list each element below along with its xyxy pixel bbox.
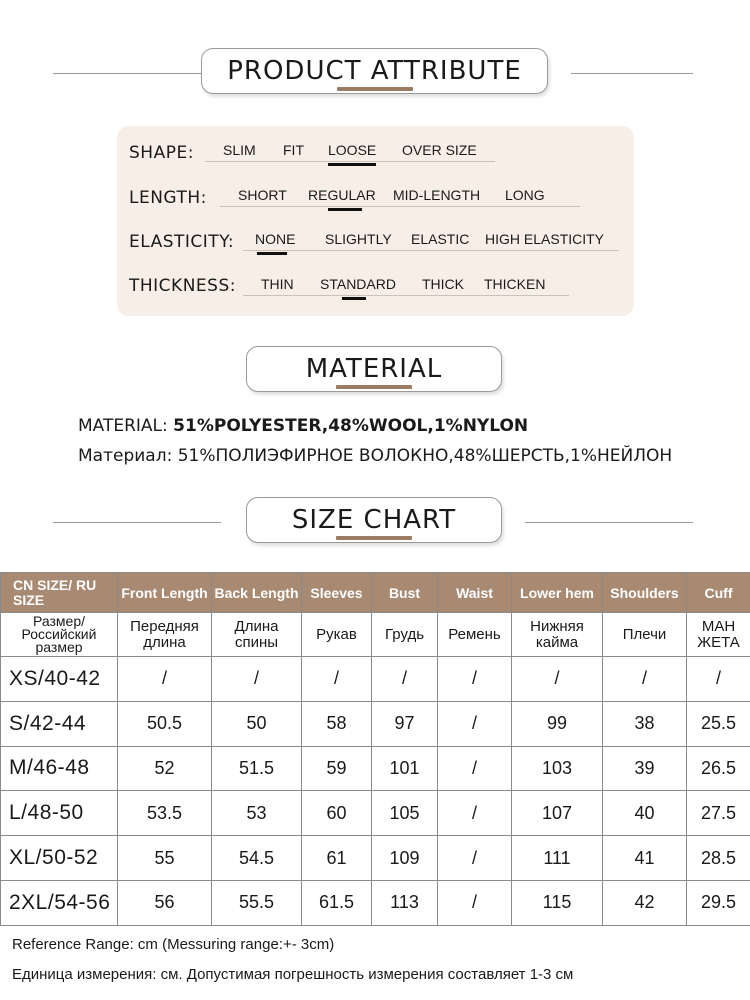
table-header-row-en bbox=[1, 573, 750, 613]
measurement-cell: / bbox=[118, 657, 212, 702]
measurement-cell: 103 bbox=[512, 746, 603, 791]
size-label-cell: XS/40-42 bbox=[1, 657, 118, 702]
measurement-cell: / bbox=[302, 657, 372, 702]
size-label-cell: 2XL/54-56 bbox=[1, 880, 118, 925]
attribute-row-thickness bbox=[129, 271, 236, 301]
attribute-option: THICK bbox=[422, 276, 464, 292]
measurement-cell: 59 bbox=[302, 746, 372, 791]
divider-left bbox=[53, 73, 205, 74]
section-title: PRODUCT ATTRIBUTE bbox=[227, 56, 522, 86]
measurement-cell: 52 bbox=[118, 746, 212, 791]
size-label-cell: L/48-50 bbox=[1, 791, 118, 836]
measurement-cell: / bbox=[438, 880, 512, 925]
size-label-cell: S/42-44 bbox=[1, 701, 118, 746]
table-header-cell: Передняя длина bbox=[118, 613, 212, 657]
divider-right bbox=[525, 522, 693, 523]
title-accent-bar bbox=[337, 87, 413, 91]
measurement-cell: 39 bbox=[603, 746, 687, 791]
divider-right bbox=[571, 73, 693, 74]
table-header-cell: Back Length bbox=[212, 573, 302, 613]
divider-left bbox=[53, 522, 221, 523]
measurement-cell: 42 bbox=[603, 880, 687, 925]
attribute-label: LENGTH: bbox=[129, 188, 207, 208]
measurement-cell: / bbox=[687, 657, 750, 702]
measurement-cell: 50.5 bbox=[118, 701, 212, 746]
product-attribute-panel bbox=[117, 126, 634, 316]
table-header-cell: Размер/ Российский размер bbox=[1, 613, 118, 657]
measurement-cell: / bbox=[438, 746, 512, 791]
measurement-cell: 101 bbox=[372, 746, 438, 791]
measurement-cell: 53.5 bbox=[118, 791, 212, 836]
attribute-option-selected: LOOSE bbox=[328, 142, 376, 158]
size-label-cell: M/46-48 bbox=[1, 746, 118, 791]
table-header-cell: Нижняя кайма bbox=[512, 613, 603, 657]
table-header-cell: Front Length bbox=[118, 573, 212, 613]
table-header-cell: Ремень bbox=[438, 613, 512, 657]
measurement-cell: 53 bbox=[212, 791, 302, 836]
attribute-option: OVER SIZE bbox=[402, 142, 477, 158]
material-line-ru bbox=[78, 446, 672, 466]
attribute-option: SHORT bbox=[238, 187, 287, 203]
size-label-cell: XL/50-52 bbox=[1, 836, 118, 881]
section-title: MATERIAL bbox=[305, 354, 443, 384]
material-label-en: MATERIAL: bbox=[78, 416, 168, 436]
selected-underline bbox=[257, 252, 287, 255]
table-header-cell: Lower hem bbox=[512, 573, 603, 613]
table-header-cell: Sleeves bbox=[302, 573, 372, 613]
reference-note-en: Reference Range: cm (Messuring range:+- 3cm) bbox=[12, 936, 335, 953]
attribute-option: MID-LENGTH bbox=[393, 187, 481, 203]
attribute-option: THIN bbox=[261, 276, 294, 292]
attribute-option: SLIGHTLY bbox=[325, 231, 392, 247]
measurement-cell: 56 bbox=[118, 880, 212, 925]
attribute-option: FIT bbox=[283, 142, 304, 158]
measurement-cell: 61.5 bbox=[302, 880, 372, 925]
measurement-cell: 113 bbox=[372, 880, 438, 925]
measurement-cell: 51.5 bbox=[212, 746, 302, 791]
table-header-cell: Waist bbox=[438, 573, 512, 613]
measurement-cell: / bbox=[372, 657, 438, 702]
attribute-option: HIGH ELASTICITY bbox=[485, 231, 605, 247]
measurement-cell: 28.5 bbox=[687, 836, 750, 881]
table-header-cell: Рукав bbox=[302, 613, 372, 657]
measurement-cell: 38 bbox=[603, 701, 687, 746]
size-chart-table bbox=[0, 572, 750, 926]
measurement-cell: 107 bbox=[512, 791, 603, 836]
measurement-cell: 97 bbox=[372, 701, 438, 746]
measurement-cell: 41 bbox=[603, 836, 687, 881]
selected-underline bbox=[328, 163, 376, 166]
size-chart-header bbox=[0, 497, 750, 547]
attribute-option: LONG bbox=[505, 187, 545, 203]
table-header-cell: CN SIZE/ RU SIZE bbox=[1, 573, 118, 613]
measurement-cell: 105 bbox=[372, 791, 438, 836]
table-header-cell: Bust bbox=[372, 573, 438, 613]
measurement-cell: 55.5 bbox=[212, 880, 302, 925]
measurement-cell: 60 bbox=[302, 791, 372, 836]
selected-underline bbox=[342, 297, 366, 300]
table-header-cell: Плечи bbox=[603, 613, 687, 657]
measurement-cell: / bbox=[212, 657, 302, 702]
table-header-cell: МАН ЖЕТА bbox=[687, 613, 750, 657]
measurement-cell: 26.5 bbox=[687, 746, 750, 791]
attribute-row-shape bbox=[129, 138, 194, 168]
reference-note-ru: Единица измерения: см. Допустимая погрешность измерения составляет 1-3 см bbox=[12, 966, 574, 983]
measurement-cell: 27.5 bbox=[687, 791, 750, 836]
table-row bbox=[1, 880, 750, 925]
attribute-option: SLIM bbox=[223, 142, 256, 158]
measurement-cell: 50 bbox=[212, 701, 302, 746]
attribute-label: SHAPE: bbox=[129, 143, 194, 163]
table-header-cell: Shoulders bbox=[603, 573, 687, 613]
attribute-row-elasticity bbox=[129, 227, 234, 257]
attribute-option: ELASTIC bbox=[411, 231, 470, 247]
measurement-cell: / bbox=[512, 657, 603, 702]
measurement-cell: 61 bbox=[302, 836, 372, 881]
attribute-option: THICKEN bbox=[484, 276, 546, 292]
measurement-cell: 58 bbox=[302, 701, 372, 746]
section-title-pill bbox=[246, 497, 502, 543]
title-accent-bar bbox=[336, 385, 412, 389]
measurement-cell: / bbox=[438, 657, 512, 702]
material-label-ru: Материал: bbox=[78, 446, 173, 466]
measurement-cell: / bbox=[438, 836, 512, 881]
measurement-cell: 54.5 bbox=[212, 836, 302, 881]
table-row bbox=[1, 746, 750, 791]
attribute-label: ELASTICITY: bbox=[129, 232, 235, 252]
table-header-row-ru bbox=[1, 613, 750, 657]
table-row bbox=[1, 791, 750, 836]
measurement-cell: / bbox=[603, 657, 687, 702]
table-row bbox=[1, 701, 750, 746]
attribute-option-selected: NONE bbox=[255, 231, 295, 247]
section-title-pill bbox=[201, 48, 548, 94]
measurement-cell: 115 bbox=[512, 880, 603, 925]
measurement-cell: / bbox=[438, 791, 512, 836]
table-row bbox=[1, 836, 750, 881]
attribute-label: THICKNESS: bbox=[129, 276, 236, 296]
measurement-cell: 29.5 bbox=[687, 880, 750, 925]
measurement-cell: 109 bbox=[372, 836, 438, 881]
product-attribute-header bbox=[0, 48, 750, 98]
section-title-pill bbox=[246, 346, 502, 392]
attribute-option-selected: STANDARD bbox=[320, 276, 396, 292]
measurement-cell: 40 bbox=[603, 791, 687, 836]
measurement-cell: 55 bbox=[118, 836, 212, 881]
title-accent-bar bbox=[336, 536, 412, 540]
attribute-row-length bbox=[129, 183, 207, 213]
measurement-cell: 99 bbox=[512, 701, 603, 746]
measurement-cell: 111 bbox=[512, 836, 603, 881]
material-header bbox=[0, 346, 750, 396]
material-value-en: 51%POLYESTER,48%WOOL,1%NYLON bbox=[173, 416, 529, 436]
measurement-cell: 25.5 bbox=[687, 701, 750, 746]
size-table-body bbox=[1, 657, 750, 926]
material-line-en bbox=[78, 416, 528, 436]
table-header-cell: Cuff bbox=[687, 573, 750, 613]
attribute-option-selected: REGULAR bbox=[308, 187, 376, 203]
table-row bbox=[1, 657, 750, 702]
measurement-cell: / bbox=[438, 701, 512, 746]
material-value-ru: 51%ПОЛИЭФИРНОЕ ВОЛОКНО,48%ШЕРСТЬ,1%НЕЙЛОН bbox=[177, 446, 673, 466]
table-header-cell: Длина спины bbox=[212, 613, 302, 657]
table-header-cell: Грудь bbox=[372, 613, 438, 657]
section-title: SIZE CHART bbox=[291, 505, 457, 535]
selected-underline bbox=[328, 208, 362, 211]
